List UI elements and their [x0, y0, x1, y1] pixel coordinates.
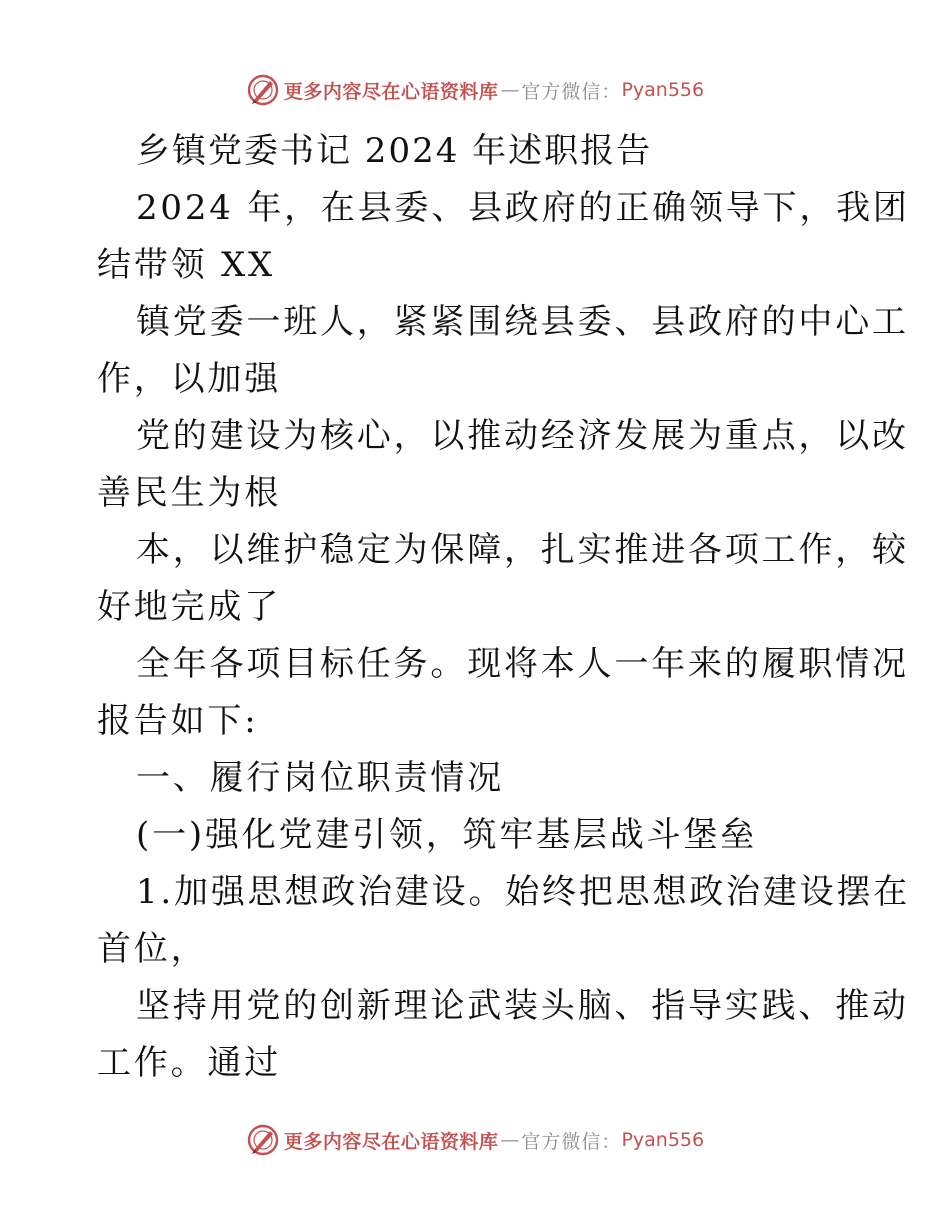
watermark-main-text: 更多内容尽在心语资料库: [283, 80, 499, 103]
watermark-wechat-id: Pyan556: [621, 1129, 705, 1151]
subsection-heading: (一)强化党建引领，筑牢基层战斗堡垒: [136, 815, 757, 855]
text-line: 首位，: [97, 929, 208, 969]
watermark-dash: —: [500, 79, 520, 101]
text-line: 作，以加强: [97, 359, 281, 399]
text-line: 善民生为根: [97, 473, 281, 513]
text-line: 镇党委一班人，紧紧围绕县委、县政府的中心工: [136, 302, 909, 342]
text-line: 本，以维护稳定为保障，扎实推进各项工作，较: [136, 530, 909, 570]
section-heading: 一、履行岗位职责情况: [136, 758, 504, 798]
header-watermark: [0, 70, 950, 110]
watermark-official-label: 官方微信：: [521, 1130, 622, 1153]
watermark-official-label: 官方微信：: [521, 80, 622, 103]
footer-watermark: [0, 1120, 950, 1160]
text-line: 报告如下:: [97, 701, 259, 741]
text-line: 2024 年，在县委、县政府的正确领导下，我团: [136, 188, 910, 228]
document-body: [0, 123, 950, 1092]
text-line: 工作。通过: [97, 1043, 281, 1083]
text-line: 坚持用党的创新理论武装头脑、指导实践、推动: [136, 986, 909, 1026]
watermark-main-text: 更多内容尽在心语资料库: [283, 1130, 499, 1153]
text-line: 全年各项目标任务。现将本人一年来的履职情况: [136, 644, 909, 684]
watermark-dash: —: [500, 1129, 520, 1151]
document-title: 乡镇党委书记 2024 年述职报告: [136, 131, 653, 171]
text-line: 结带领 XX: [97, 245, 276, 285]
text-line: 好地完成了: [97, 587, 281, 627]
pen-logo-icon: [246, 1123, 280, 1157]
text-line: 党的建设为核心，以推动经济发展为重点，以改: [136, 416, 909, 456]
text-line: 1.加强思想政治建设。始终把思想政治建设摆在: [136, 872, 911, 912]
pen-logo-icon: [246, 73, 280, 107]
watermark-wechat-id: Pyan556: [621, 79, 705, 101]
